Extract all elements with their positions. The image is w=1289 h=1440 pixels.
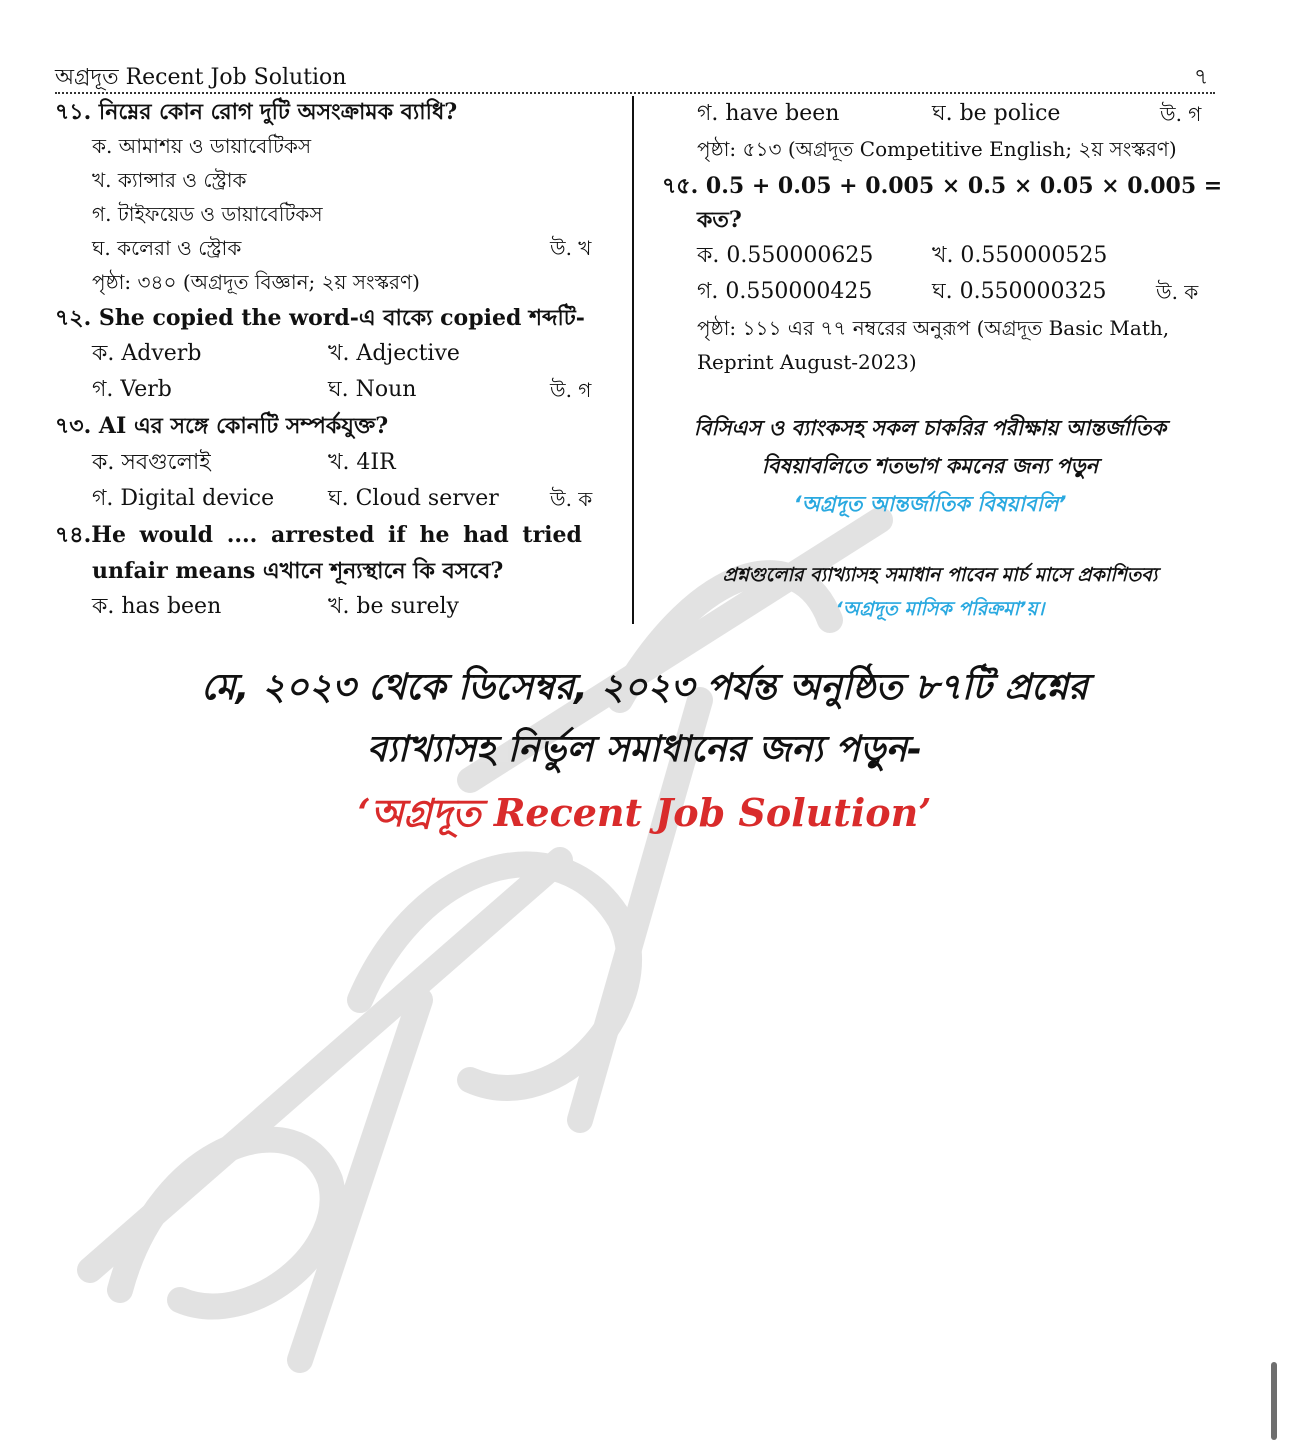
promo-monthly-line1: প্রশ্নগুলোর ব্যাখ্যাসহ সমাধান পাবেন মার্চ মাসে প্রকাশিতব্য [722,564,1158,586]
banner-line2: ব্যাখ্যাসহ নির্ভুল সমাধানের জন্য পড়ুন- [367,729,922,770]
q71-option-kha: খ. ক্যান্সার ও স্ট্রোক [92,168,247,192]
q75-reference-line1: পৃষ্ঠা: ১১১ এর ৭৭ নম্বরের অনুরূপ (অগ্রদূত Basic Math, [697,316,1170,340]
q75-stem-line1: ৭৫. 0.5 + 0.05 + 0.005 × 0.5 × 0.05 × 0.005 = [662,173,1223,199]
q71-answer: উ. খ [550,236,592,260]
q75-option-gha: ঘ. 0.550000325 [932,279,1107,304]
q74-option-kha: খ. be surely [328,594,459,619]
q73-option-ga: গ. Digital device [92,486,275,511]
q71-option-ga: গ. টাইফয়েড ও ডায়াবেটিকস [92,202,323,226]
q75-option-ga: গ. 0.550000425 [697,279,873,304]
q75-option-ka: ক. 0.550000625 [697,243,874,268]
q75-option-kha: খ. 0.550000525 [932,243,1108,268]
column-divider [632,96,634,624]
q71-option-ka: ক. আমাশয় ও ডায়াবেটিকস [92,134,312,158]
q74-option-ka: ক. has been [92,594,222,619]
q73-answer: উ. ক [550,487,593,511]
q72-option-gha: ঘ. Noun [328,377,417,402]
q73-option-ka: ক. সবগুলোই [92,450,211,475]
q74-stem-line1: ৭৪.He would .... arrested if he had tried [55,522,582,548]
q73-option-gha: ঘ. Cloud server [328,486,499,511]
vertical-scrollbar[interactable] [1271,1362,1277,1440]
q72-answer: উ. গ [550,378,592,402]
q71-option-gha: ঘ. কলেরা ও স্ট্রোক [92,236,242,260]
q73-option-kha: খ. 4IR [328,450,396,475]
banner-line1: মে, ২০২৩ থেকে ডিসেম্বর, ২০২৩ পর্যন্ত অনুষ্ঠিত ৮৭টি প্রশ্নের [201,667,1088,708]
q74-reference: পৃষ্ঠা: ৫১৩ (অগ্রদূত Competitive English; ২য় সংস্করণ) [697,137,1177,161]
q75-reference-line2: Reprint August-2023) [697,350,917,374]
page-number: ৭ [1194,65,1209,90]
promo-monthly-title: ‘অগ্রদূত মাসিক পরিক্রমা’য়। [835,598,1045,620]
promo-international-line1: বিসিএস ও ব্যাংকসহ সকল চাকরির পরীক্ষায় আন্তর্জাতিক [693,416,1167,440]
promo-international-title: ‘অগ্রদূত আন্তর্জাতিক বিষয়াবলি’ [793,492,1067,516]
q73-stem: ৭৩. AI এর সঙ্গে কোনটি সম্পর্কযুক্ত? [55,413,389,439]
q75-stem-line2: কত? [697,207,742,233]
q74-option-ga: গ. have been [697,101,840,126]
banner-book-title: ‘অগ্রদূত Recent Job Solution’ [357,790,932,835]
q71-stem: ৭১. নিম্নের কোন রোগ দুটি অসংক্রামক ব্যাধি? [55,99,458,125]
q72-option-ka: ক. Adverb [92,341,202,366]
running-header-title: অগ্রদূত Recent Job Solution [55,65,347,90]
q71-reference: পৃষ্ঠা: ৩৪০ (অগ্রদূত বিজ্ঞান; ২য় সংস্করণ) [92,270,420,294]
q74-answer: উ. গ [1160,102,1202,126]
q75-answer: উ. ক [1156,280,1199,304]
promo-international-line2: বিষয়াবলিতে শতভাগ কমনের জন্য পড়ুন [761,454,1099,478]
q74-option-gha: ঘ. be police [932,101,1061,126]
q74-stem-line2: unfair means এখানে শূন্যস্থানে কি বসবে? [92,558,504,584]
header-rule [55,92,1215,94]
q72-option-ga: গ. Verb [92,377,172,402]
q72-option-kha: খ. Adjective [328,341,460,366]
q72-stem: ৭২. She copied the word-এ বাক্যে copied শব্দটি- [55,305,585,331]
